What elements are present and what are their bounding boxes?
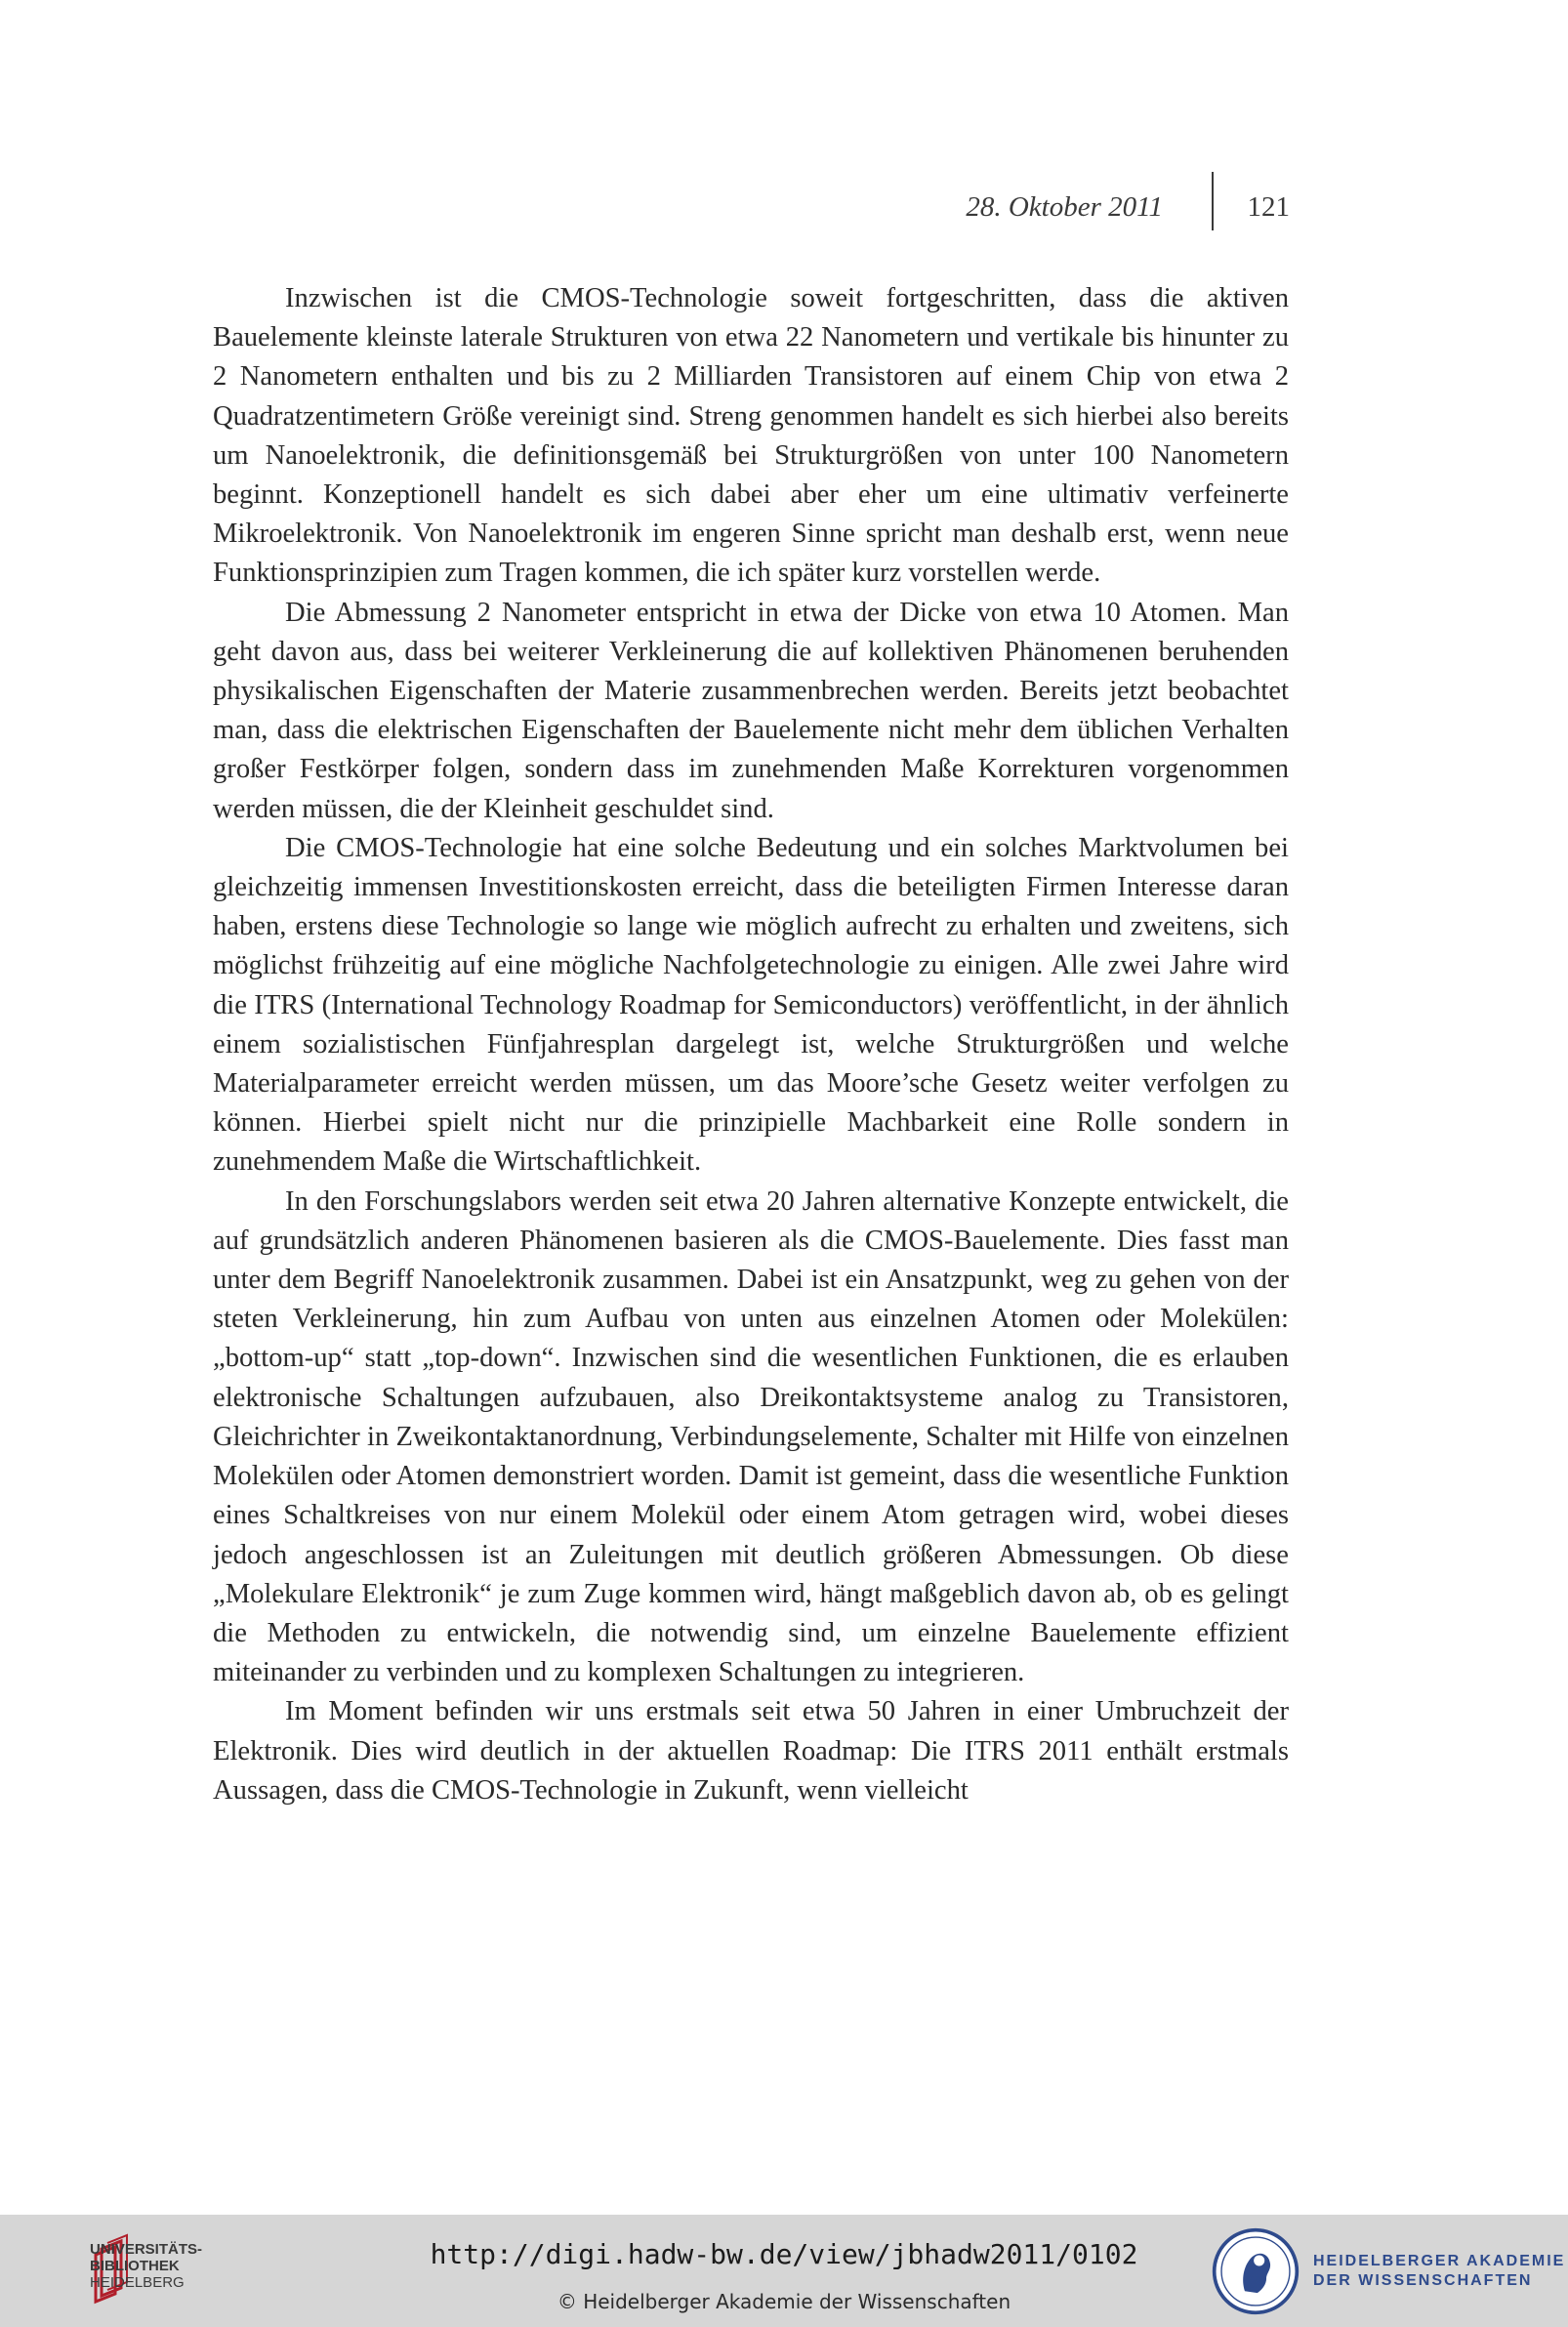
- permalink-url[interactable]: http://digi.hadw-bw.de/view/jbhadw2011/0102: [430, 2238, 1138, 2270]
- running-head: [0, 186, 1568, 234]
- academy-seal-icon: [1211, 2226, 1300, 2316]
- library-logo-line3: HEIDELBERG: [90, 2274, 185, 2291]
- header-divider: [1212, 172, 1214, 230]
- academy-logo-line1: HEIDELBERGER AKADEMIE: [1313, 2253, 1566, 2269]
- academy-logo-text: [1313, 2252, 1565, 2291]
- library-logo-line2: BIBLIOTHEK: [90, 2258, 180, 2274]
- footer-bar: [0, 2215, 1568, 2327]
- paragraph-2: Die Abmessung 2 Nanometer entspricht in etwa der Dicke von etwa 10 Atomen. Man geht davon aus, dass bei weiterer Verkleinerung die auf kollektiven Phänomenen beruhenden physikalischen Eigenschaften der Materie zusammenbrechen werden. Bereits jetzt beobachtet man, dass die elektrischen Eigenschaften der Bauelemente nicht mehr dem üblichen Verhalten großer Festkörper folgen, sondern dass im zunehmenden Maße Korrekturen vorgenommen werden müssen, die der Kleinheit geschuldet sind.: [213, 597, 1289, 824]
- header-date: 28. Oktober 2011: [966, 191, 1163, 223]
- paragraph-5: Im Moment befinden wir uns erstmals seit etwa 50 Jahren in einer Umbruchzeit der Elektronik. Dies wird deutlich in der aktuellen Roadmap: Die ITRS 2011 enthält erstmals Aussagen, dass die CMOS-Technologie in Zukunft, wenn vielleicht: [213, 1696, 1289, 1806]
- paragraph-3: Die CMOS-Technologie hat eine solche Bedeutung und ein solches Marktvolumen bei gleichzeitig immensen Investitionskosten erreicht, dass die beteiligten Firmen Interesse daran haben, erstens diese Technologie so lange wie möglich aufrecht zu erhalten und zweitens, sich möglichst frühzeitig auf eine mögliche Nachfolgetechnologie zu einigen. Alle zwei Jahre wird die ITRS (International Technology Roadmap for Semiconductors) veröffentlicht, in der ähnlich einem sozialistischen Fünfjahresplan dargelegt ist, welche Strukturgrößen und welche Materialparameter erreicht werden müssen, um das Moore’sche Gesetz weiter verfolgen zu können. Hierbei spielt nicht nur die prinzipielle Machbarkeit eine Rolle sondern in zunehmendem Maße die Wirtschaftlichkeit.: [213, 832, 1289, 1178]
- academy-logo-line2: DER WISSENSCHAFTEN: [1313, 2272, 1533, 2289]
- body-text: [213, 279, 1289, 1810]
- paragraph-1: Inzwischen ist die CMOS-Technologie soweit fortgeschritten, dass die aktiven Bauelemente kleinste laterale Strukturen von etwa 22 Nanometern und vertikale bis hinunter zu 2 Nanometern enthalten und bis zu 2 Milliarden Transistoren auf einem Chip von etwa 2 Quadratzentimetern Größe vereinigt sind. Streng genommen handelt es sich hierbei also bereits um Nanoelektronik, die definitionsgemäß bei Strukturgrößen von unter 100 Nanometern beginnt. Konzeptionell handelt es sich dabei aber eher um eine ultimativ verfeinerte Mikroelektronik. Von Nanoelektronik im engeren Sinne spricht man deshalb erst, wenn neue Funktionsprinzipien zum Tragen kommen, die ich später kurz vorstellen werde.: [213, 283, 1289, 589]
- copyright-notice: © Heidelberger Akademie der Wissenschaften: [557, 2290, 1011, 2313]
- page-number: 121: [1247, 191, 1290, 223]
- library-logo-line1: UNIVERSITÄTS-: [90, 2241, 203, 2258]
- paragraph-4: In den Forschungslabors werden seit etwa 20 Jahren alternative Konzepte entwickelt, die auf grundsätzlich anderen Phänomenen basieren als die CMOS-Bauelemente. Dies fasst man unter dem Begriff Nanoelektronik zusammen. Dabei ist ein Ansatzpunkt, weg zu gehen von der steten Verkleinerung, hin zum Aufbau von unten aus einzelnen Atomen oder Molekülen: „bottom-up“ statt „top-down“. Inzwischen sind die wesentlichen Funktionen, die es erlauben elektronische Schaltungen aufzubauen, also Dreikontaktsysteme analog zu Transistoren, Gleichrichter in Zweikontaktanordnung, Verbindungselemente, Schalter mit Hilfe von einzelnen Molekülen oder Atomen demonstriert worden. Damit ist gemeint, dass die wesentliche Funktion eines Schaltkreises von nur einem Molekül oder einem Atom getragen wird, wobei dieses jedoch angeschlossen ist an Zuleitungen mit deutlich größeren Abmessungen. Ob diese „Molekulare Elektronik“ je zum Zuge kommen wird, hängt maßgeblich davon ab, ob es gelingt die Methoden zu entwickeln, die notwendig sind, um einzelne Bauelemente effizient miteinander zu verbinden und zu komplexen Schaltungen zu integrieren.: [213, 1185, 1289, 1688]
